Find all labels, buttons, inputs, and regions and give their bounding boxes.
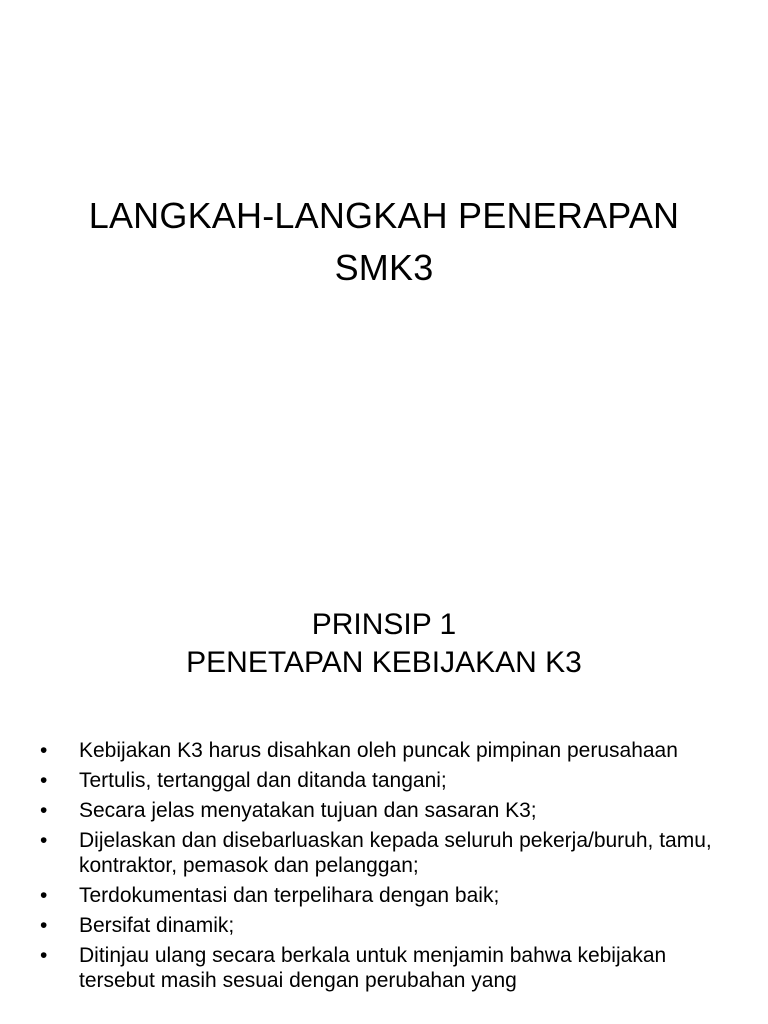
list-item-text: Terdokumentasi dan terpelihara dengan baik; (79, 884, 500, 907)
slide-title-heading (0, 190, 768, 294)
bullet-icon: • (40, 799, 48, 822)
bullet-list (40, 738, 740, 998)
list-item-text: Secara jelas menyatakan tujuan dan sasaran K3; (79, 799, 537, 822)
bullet-icon: • (40, 884, 48, 907)
list-item-text: Bersifat dinamik; (79, 914, 235, 937)
list-item (40, 738, 740, 763)
bullet-icon: • (40, 769, 48, 792)
list-item-text: Dijelaskan dan disebarluaskan kepada seluruh pekerja/buruh, tamu, kontraktor, pemasok dan pelanggan; (79, 829, 712, 877)
list-item-text: Tertulis, tertanggal dan ditanda tangani; (79, 769, 447, 792)
bullet-icon: • (40, 739, 48, 762)
bullet-icon: • (40, 944, 48, 967)
bullet-icon: • (40, 914, 48, 937)
prinsip-heading-line-1: PRINSIP 1 (311, 608, 457, 641)
list-item (40, 798, 740, 823)
list-item-text: Ditinjau ulang secara berkala untuk menjamin bahwa kebijakan tersebut masih sesuai dengan perubahan yang (79, 944, 667, 992)
list-item (40, 768, 740, 793)
list-item (40, 828, 740, 878)
prinsip-heading-line-2: PENETAPAN KEBIJAKAN K3 (186, 646, 582, 679)
list-item (40, 913, 740, 938)
slide-prinsip-1 (0, 576, 768, 1024)
bullet-icon: • (40, 829, 48, 852)
list-item (40, 943, 740, 993)
list-item-text: Kebijakan K3 harus disahkan oleh puncak pimpinan perusahaan (79, 739, 678, 762)
prinsip-heading (0, 606, 768, 682)
list-item (40, 883, 740, 908)
title-line-2: SMK3 (334, 247, 434, 288)
title-line-1: LANGKAH-LANGKAH PENERAPAN (88, 195, 680, 236)
